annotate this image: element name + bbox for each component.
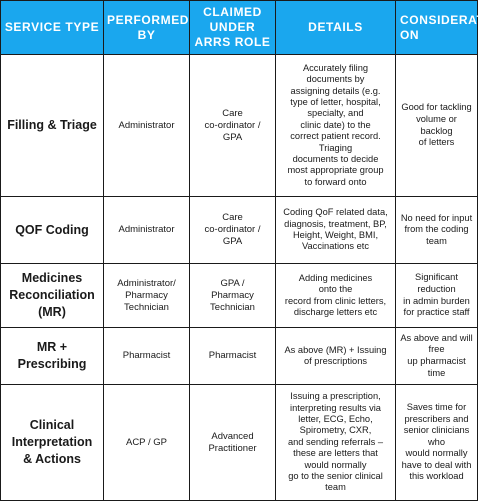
performed-by-cell: ACP / GP [104,385,190,501]
performed-by-cell: Pharmacist [104,328,190,385]
details-cell: Accurately filing documents by assigning details (e.g. type of letter, hospital, specialty, and clinic date) to the correct patient record. Triaging documents to decide most appropriate group to forward onto [276,55,396,197]
considerations-cell: Saves time for prescribers and senior clinicians who would normally have to deal with this workload [396,385,478,501]
table-row [1,328,478,385]
considerations-cell: Good for tackling volume or backlog of letters [396,55,478,197]
considerations-cell: Significant reduction in admin burden for practice staff [396,264,478,328]
header-service-type: SERVICE TYPE [1,1,104,55]
considerations-cell: As above and will free up pharmacist time [396,328,478,385]
header-details: DETAILS [276,1,396,55]
claimed-role-cell: Pharmacist [190,328,276,385]
header-performed-by: PERFORMED BY [104,1,190,55]
service-type-cell: Clinical Interpretation & Actions [1,385,104,501]
table-row [1,55,478,197]
service-type-cell: Filling & Triage [1,55,104,197]
claimed-role-cell: Care co-ordinator / GPA [190,197,276,264]
header-claimed-under-arrs-role: CLAIMED UNDER ARRS ROLE [190,1,276,55]
claimed-role-cell: GPA / Pharmacy Technician [190,264,276,328]
performed-by-cell: Administrator [104,197,190,264]
service-type-cell: QOF Coding [1,197,104,264]
table-row [1,385,478,501]
performed-by-cell: Administrator/ Pharmacy Technician [104,264,190,328]
details-cell: Coding QoF related data, diagnosis, treatment, BP, Height, Weight, BMI, Vaccinations etc [276,197,396,264]
considerations-cell: No need for input from the coding team [396,197,478,264]
table-row [1,197,478,264]
details-cell: As above (MR) + Issuing of prescriptions [276,328,396,385]
performed-by-cell: Administrator [104,55,190,197]
claimed-role-cell: Advanced Practitioner [190,385,276,501]
claimed-role-cell: Care co-ordinator / GPA [190,55,276,197]
details-cell: Adding medicines onto the record from clinic letters, discharge letters etc [276,264,396,328]
table-row [1,264,478,328]
service-type-cell: Medicines Reconciliation (MR) [1,264,104,328]
service-type-cell: MR + Prescribing [1,328,104,385]
header-considerations: CONSIDERATI ON [396,1,478,55]
header-row [1,1,478,55]
details-cell: Issuing a prescription, interpreting results via letter, ECG, Echo, Spirometry, CXR, and sending referrals – these are letters that would normally go to the senior clinical team [276,385,396,501]
